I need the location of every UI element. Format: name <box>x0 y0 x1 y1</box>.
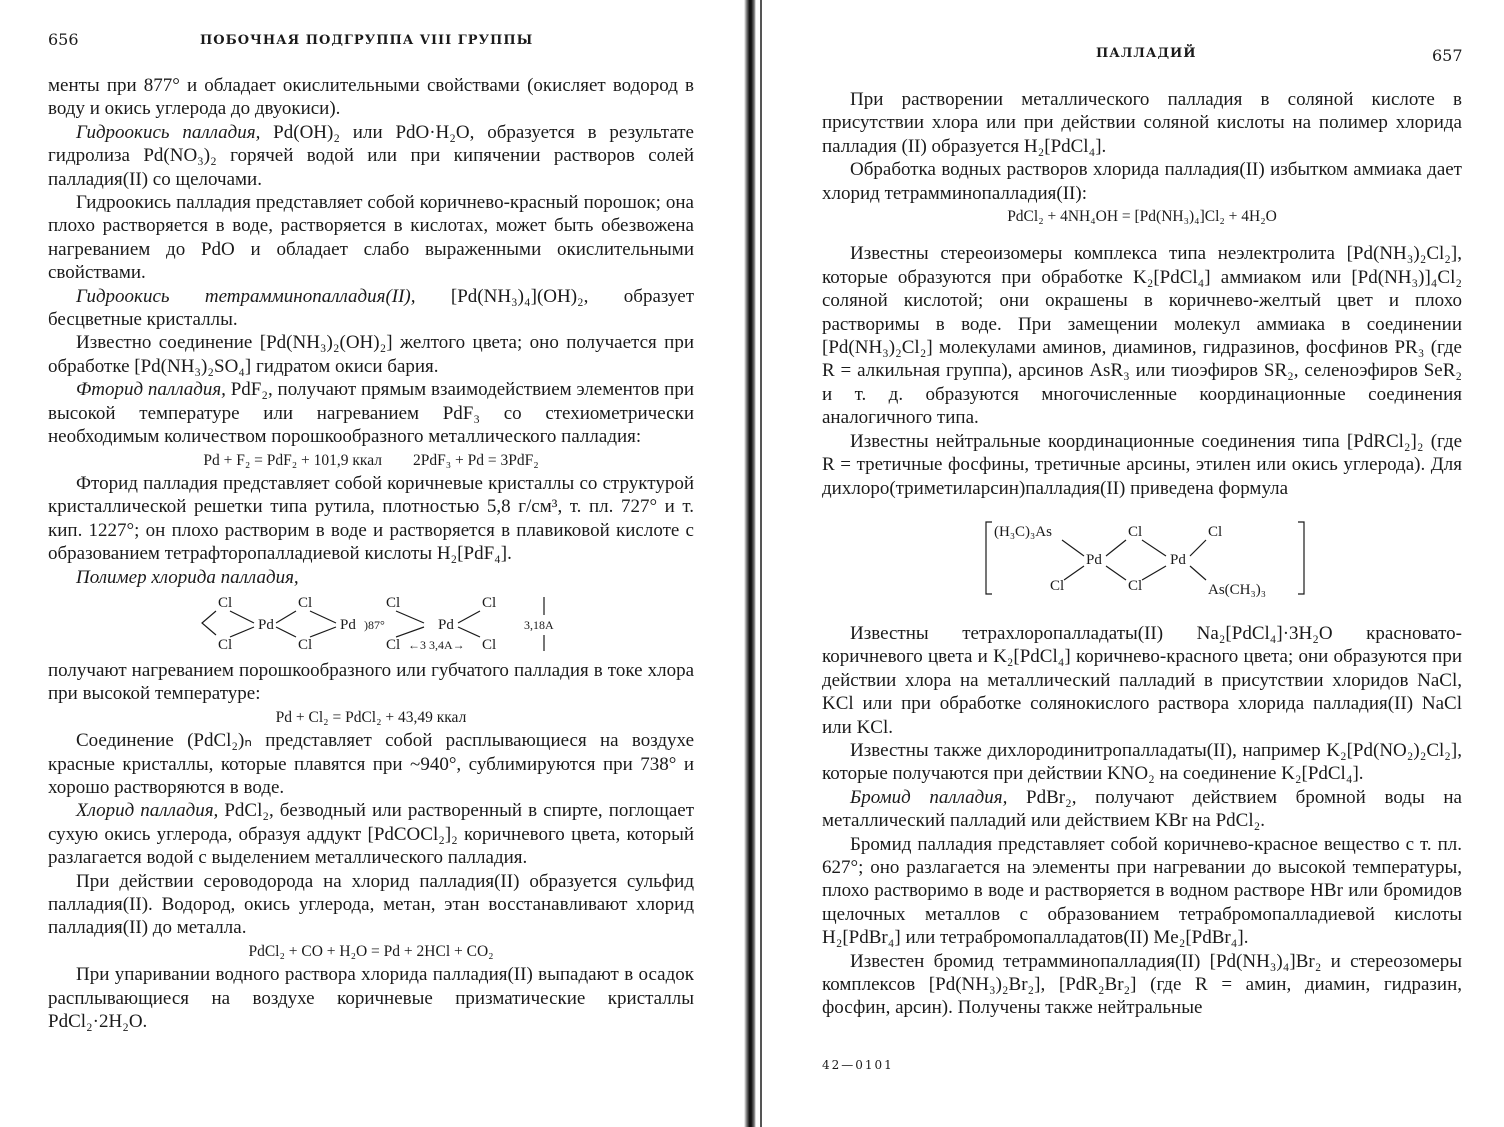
bond-line <box>458 611 480 623</box>
bond-line <box>1142 566 1166 580</box>
bond-line <box>230 611 254 623</box>
cl-label: Cl <box>482 594 497 611</box>
cl-label: Cl <box>386 636 401 653</box>
paragraph: Гидроокись палладия представляет собой коричнево-красный порошок; она плохо растворяется в воде, растворяется в кислотах, может быть обезвожена нагреванием до PdO и обладает слабо выраженными окислительными свойствами. <box>48 192 694 284</box>
right-body <box>822 88 1462 1020</box>
paragraph <box>48 285 694 332</box>
cl-label: Cl <box>482 636 497 653</box>
cl-label: Cl <box>1128 523 1143 540</box>
bond-line <box>396 627 424 637</box>
distance-label: 3,18A <box>524 617 554 632</box>
term: Хлорид палладия, <box>76 800 219 822</box>
page-number-left: 656 <box>48 30 79 49</box>
term: Гидроокись тетрамминопалладия(II), <box>76 285 416 307</box>
left-body <box>48 74 694 1033</box>
running-head-right: ПАЛЛАДИЙ <box>1096 46 1197 61</box>
angle-label: )87° <box>364 617 385 632</box>
paragraph <box>48 121 694 191</box>
term: Гидроокись палладия, <box>76 121 261 143</box>
bond-line <box>202 611 216 635</box>
term: Бромид палладия, <box>850 786 1008 808</box>
paragraph: Известен бромид тетрамминопалладия(II) [Pd(NH₃)₄]Br₂ и стереозомеры комплексов [Pd(NH₃)₂Br₂], [PdR₂Br₂] (где R = амин, диамин, гидразин, фосфин, арсин). Получены также нейтральные <box>822 950 1462 1019</box>
bond-line <box>1106 540 1126 556</box>
paragraph <box>48 378 694 448</box>
paragraph-text: [Pd(NH₃)₄](OH)₂, образует бесцветные кристаллы. <box>48 285 694 331</box>
bond-line <box>1142 540 1166 556</box>
paragraph: При растворении металлического палладия в соляной кислоте в присутствии хлора или при действии соляной кислоты на полимер хлорида палладия (II) образуется H₂[PdCl₄]. <box>822 89 1462 157</box>
bond-line <box>276 627 296 637</box>
running-head-left: ПОБОЧНАЯ ПОДГРУППА VIII ГРУППЫ <box>200 33 534 48</box>
cl-label: Cl <box>386 594 401 611</box>
pd-label: Pd <box>340 616 356 633</box>
paragraph: При упаривании водного раствора хлорида палладия(II) выпадают в осадок расплывающиеся на воздухе коричневые призматические кристаллы PdCl₂·2H₂O. <box>48 964 694 1033</box>
pd-label: Pd <box>258 616 274 633</box>
paragraph-text: Pd(OH)₂ или PdO·H₂O, образуется в результате гидролиза Pd(NO₃)₂ горячей водой или при кипячении растворов солей палладия(II) со щелочами. <box>48 121 694 190</box>
paragraph: Известны тетрахлоропалладаты(II) Na₂[PdCl₄]·3H₂O красновато-коричневого цвета и K₂[PdCl₄] коричнево-красного цвета; они образуются при действии хлора на металлический палладий в присутствии хлоридов NaCl, KCl или при обработке солянокислого раствора хлорида палладия(II) NaCl или KCl. <box>822 622 1462 738</box>
paragraph: менты при 877° и обладает окислительными свойствами (окисляет водород в воду и окись углерода до двуокиси). <box>48 75 694 120</box>
signature-mark: 42—0101 <box>822 1058 894 1072</box>
paragraph: Бромид палладия представляет собой коричнево-красное вещество с т. пл. 627°; оно разлагается на элементы при нагревании до высокой температуры, плохо растворимо в воде и растворяется в водном растворе HBr или бромидов щелочных металлов с образованием тетрабромопалладиевой кислоты H₂[PdBr₄] или тетрабромопалладатов(II) Me₂[PdBr₄]. <box>822 833 1462 949</box>
cl-label: Cl <box>1128 577 1143 594</box>
paragraph-text: PdCl₂, безводный или растворенный в спирте, поглощает сухую окись углерода, образуя аддукт [PdCOCl₂]₂ коричневого цвета, который разлагается водой с выделением металлического палладия. <box>48 800 695 869</box>
paragraph: Известны нейтральные координационные соединения типа [PdRCl₂]₂ (где R = третичные фосфины, третичные арсины, этилен или окись углерода). Для дихлоро(триметиларсин)палладия(II) приведена формула <box>822 430 1462 499</box>
paragraph <box>822 786 1462 833</box>
term: Полимер хлорида палладия, <box>76 566 299 588</box>
paragraph <box>48 799 694 869</box>
bond-line <box>276 611 296 623</box>
bond-line <box>458 627 480 637</box>
bond-line <box>1106 566 1126 580</box>
distance-label: ←3 3,4A→ <box>408 637 465 652</box>
paragraph: Известны стереоизомеры комплекса типа неэлектролита [Pd(NH₃)₂Cl₂], которые образуются при обработке K₂[PdCl₄] аммиаком или [Pd(NH₃)]₄Cl₂ соляной кислотой; они окрашены в коричнево-желтый цвет и плохо растворимы в воде. При замещении молекул аммиака в соединении [Pd(NH₃)₂Cl₂] молекулами аминов, диаминов, гидразинов, фосфинов PR₃ (где R = алкильная группа), арсинов AsR₃ или тиоэфиров SR₂, селеноэфиров SeR₂ и т. д. образуются многочисленные координационные соединения аналогичного типа. <box>822 243 1462 429</box>
paragraph: Известны также дихлородинитропалладаты(II), например K₂[Pd(NO₂)₂Cl₂], которые получаются при действии KNO₂ на соединение K₂[PdCl₄]. <box>822 739 1462 785</box>
cl-label: Cl <box>298 636 313 653</box>
paragraph: Известно соединение [Pd(NH₃)₂(OH)₂] желтого цвета; оно получается при обработке [Pd(NH₃)₂SO₄] гидратом окиси бария. <box>48 332 694 377</box>
paragraph-text: PdBr₂, получают действием бромной воды на металлический палладий или действием KBr на PdCl₂. <box>822 786 1462 832</box>
equation: PdCl₂ + CO + H₂O = Pd + 2HCl + CO₂ <box>248 942 494 960</box>
dimer-structure <box>822 514 1462 606</box>
right-page <box>766 0 1504 1127</box>
book-spine-edge <box>760 0 762 1127</box>
cl-label: Cl <box>1208 523 1223 540</box>
paragraph: получают нагреванием порошкообразного или губчатого палладия в токе хлора при высокой температуре: <box>48 659 694 705</box>
bracket-left <box>986 522 992 594</box>
bond-line <box>1064 566 1084 580</box>
term: Фторид палладия, <box>76 379 226 401</box>
bond-line <box>1062 540 1084 556</box>
bond-line <box>1190 540 1206 556</box>
bond-line <box>1190 566 1206 580</box>
cl-label: Cl <box>298 594 313 611</box>
bond-line <box>310 627 336 637</box>
bond-line <box>396 611 424 623</box>
cl-label: Cl <box>218 594 233 611</box>
arsine-label: (H₃C)₃As <box>994 523 1052 540</box>
pd-label: Pd <box>438 616 454 633</box>
equation: PdCl₂ + 4NH₄OH = [Pd(NH₃)₄]Cl₂ + 4H₂O <box>1007 208 1277 226</box>
paragraph: Соединение (PdCl₂)ₙ представляет собой расплывающиеся на воздухе красные кристаллы, которые плавятся при ~940°, сублимируются при 738° и хорошо растворяются в воде. <box>48 730 694 798</box>
paragraph-text: PdF₂, получают прямым взаимодействием элементов при высокой температуре или нагреванием PdF₃ со стехиометрически необходимым количеством порошкообразного металлического палладия: <box>48 379 694 448</box>
bracket-right <box>1298 522 1304 594</box>
bond-line <box>310 611 336 623</box>
arsine-label: As(CH₃)₃ <box>1208 581 1266 598</box>
cl-label: Cl <box>218 636 233 653</box>
paragraph: При действии сероводорода на хлорид палладия(II) образуется сульфид палладия(II). Водород, окись углерода, метан, этан восстанавливают хлорид палладия(II) до металла. <box>48 870 694 939</box>
cl-label: Cl <box>1050 577 1065 594</box>
bond-line <box>230 627 254 637</box>
paragraph: Обработка водных растворов хлорида палладия(II) избытком аммиака дает хлорид тетрамминопалладия(II): <box>822 159 1462 204</box>
pd-label: Pd <box>1086 551 1102 568</box>
paragraph <box>48 566 694 589</box>
equation: Pd + F₂ = PdF₂ + 101,9 ккал 2PdF₃ + Pd = 3PdF₂ <box>203 451 539 469</box>
paragraph: Фторид палладия представляет собой коричневые кристаллы со структурой кристаллической решетки типа рутила, плотностью 5,8 г/см³, т. пл. 727° и т. кип. 1227°; он плохо растворим в воде и растворяется в плавиковой кислоте с образованием тетрафторопалладиевой кислоты H₂[PdF₄]. <box>48 472 694 565</box>
pd-label: Pd <box>1170 551 1186 568</box>
polymer-structure <box>48 593 694 655</box>
page-number-right: 657 <box>1432 46 1463 65</box>
equation: Pd + Cl₂ = PdCl₂ + 43,49 ккал <box>275 708 467 726</box>
